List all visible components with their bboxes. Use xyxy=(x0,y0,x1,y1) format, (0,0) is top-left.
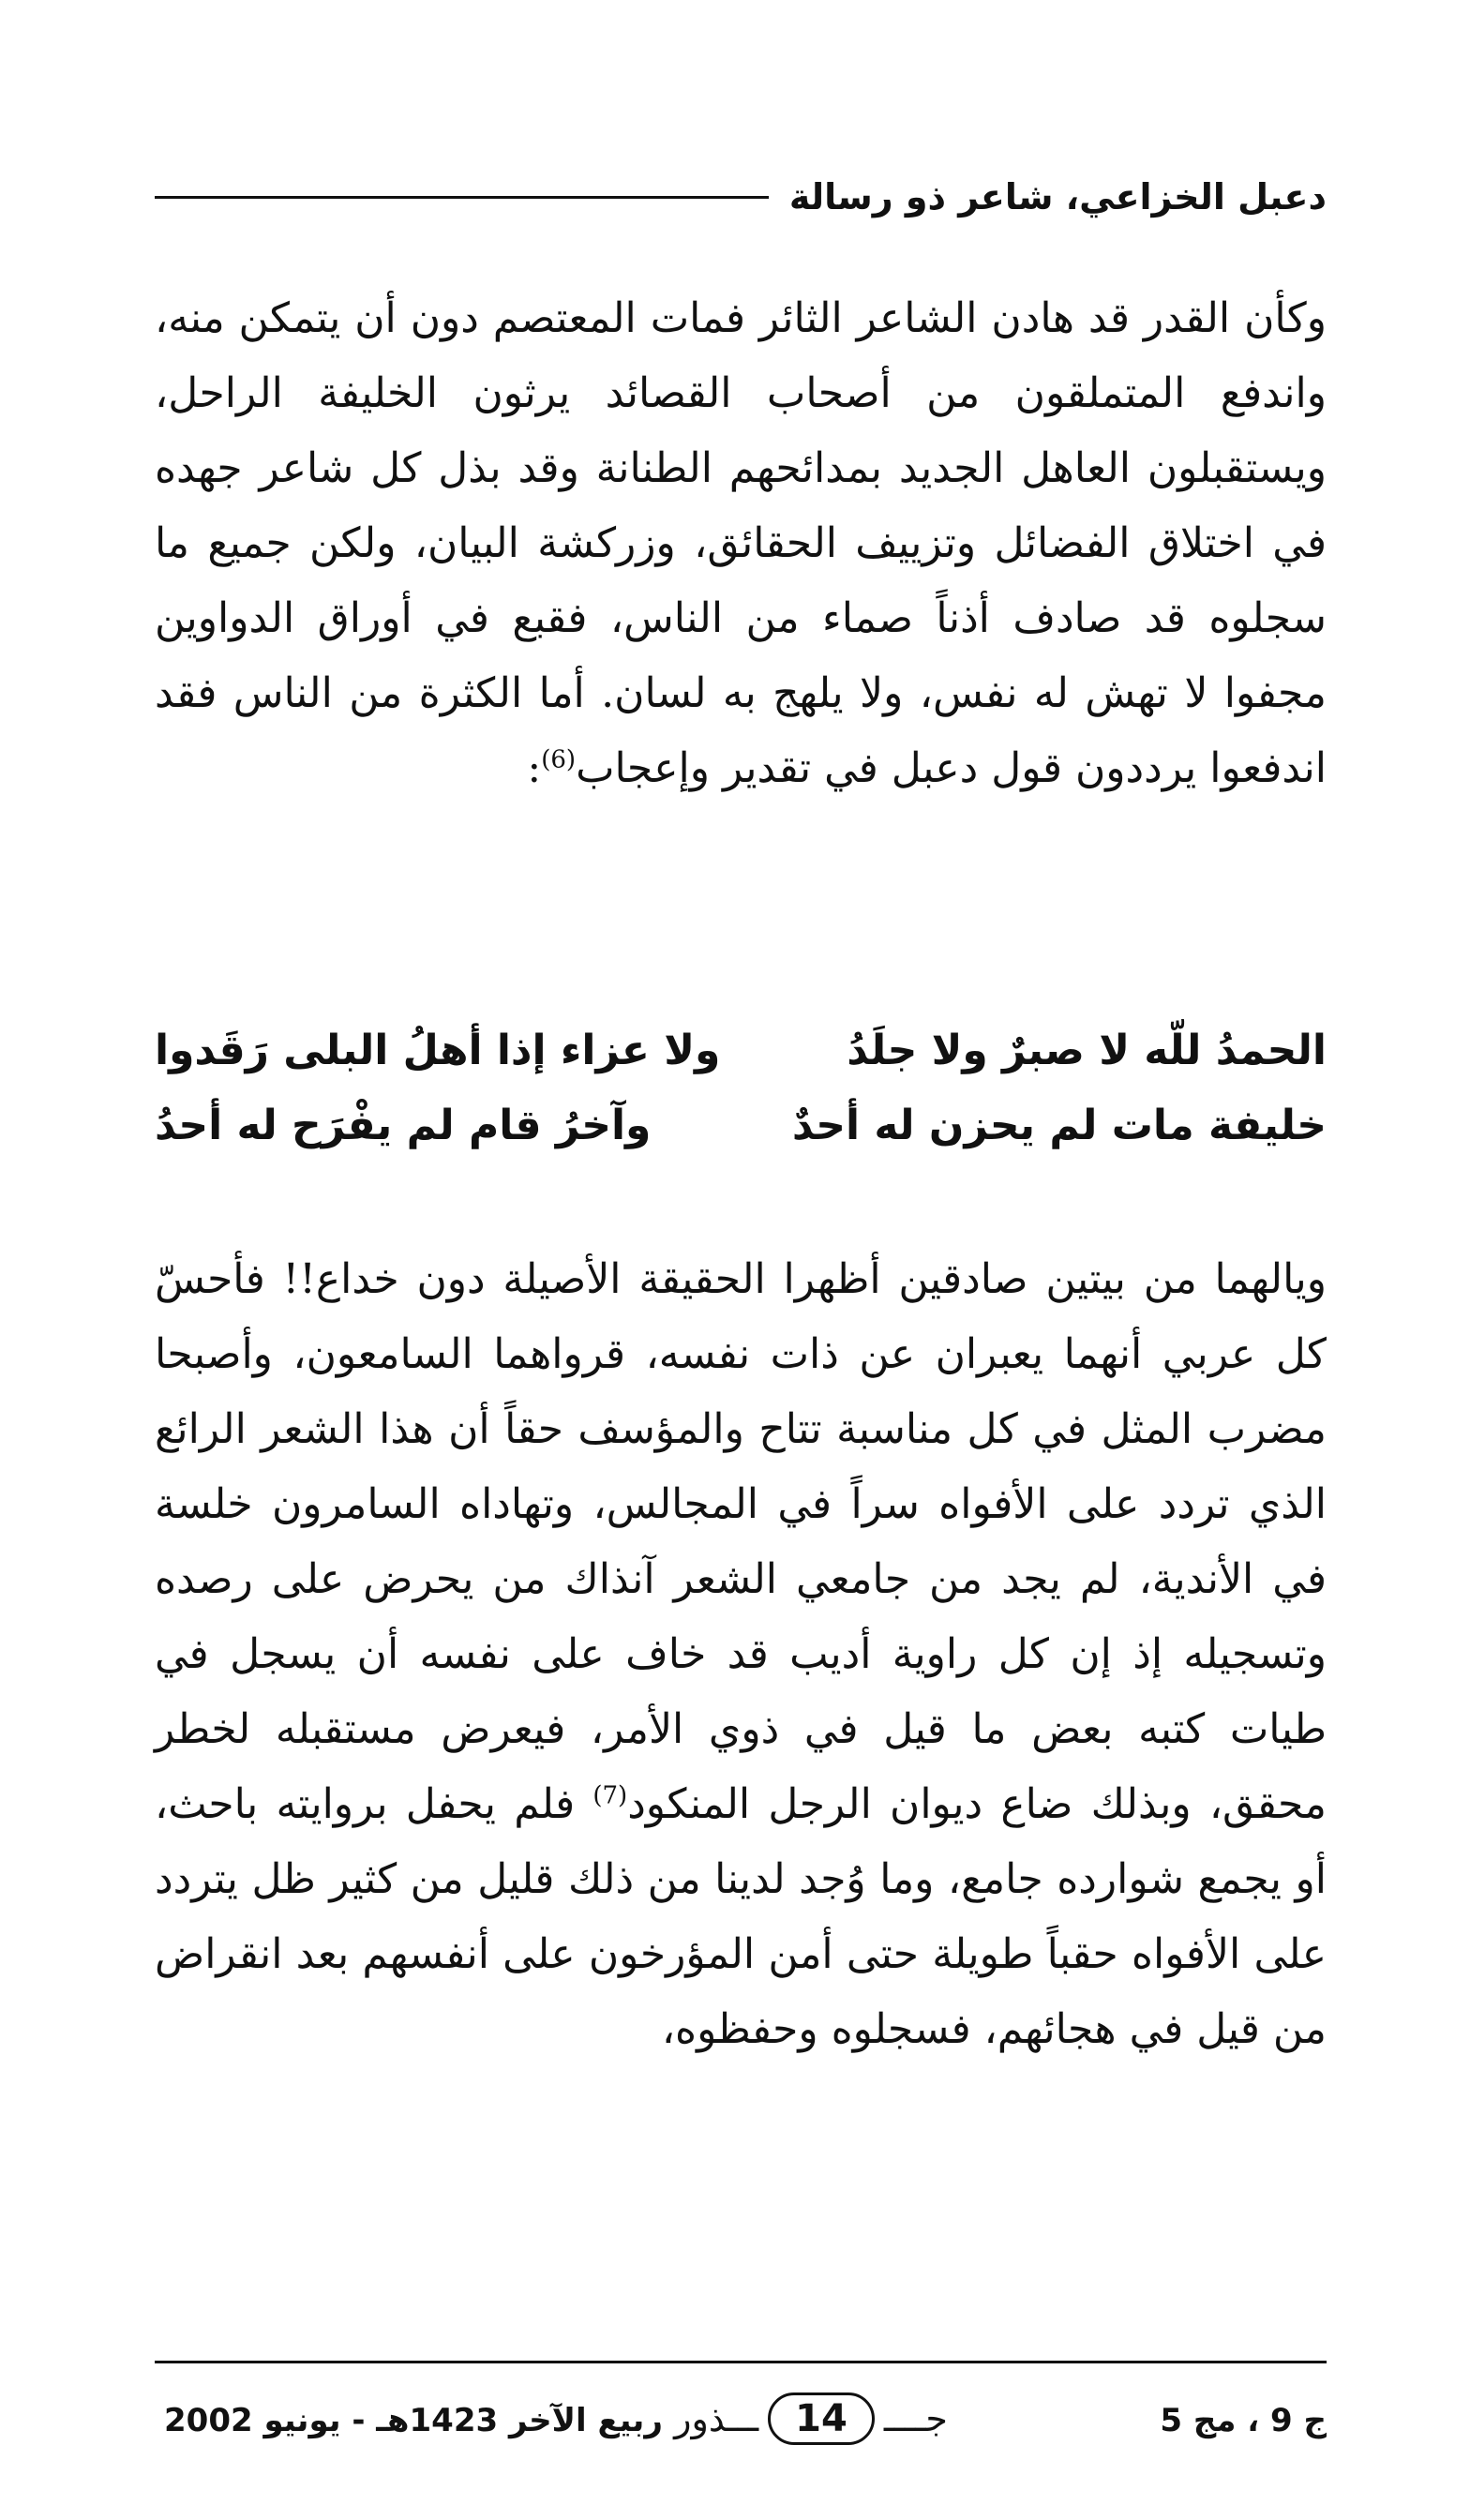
poem xyxy=(155,1012,1327,1162)
verse-2 xyxy=(155,1088,1327,1162)
header-title: دعبل الخزاعي، شاعر ذو رسالة xyxy=(788,176,1327,218)
paragraph-1-end: : xyxy=(527,744,542,792)
journal-name-left: ـــذور xyxy=(674,2398,759,2439)
page-number: 14 xyxy=(768,2392,875,2445)
verse-1-second-hemistich: ولا عزاء إذا أهلُ البلى رَقَدوا xyxy=(155,1026,721,1074)
footer-rule xyxy=(155,2361,1327,2363)
paragraph-2 xyxy=(155,1242,1327,2067)
header-rule xyxy=(155,196,769,199)
verse-1 xyxy=(155,1012,1327,1088)
paragraph-2-text: ويالهما من بيتين صادقين أظهرا الحقيقة الأصيلة دون خداع!! فأحسّ كل عربي أنهما يعبران عن ذات نفسه، قرواهما السامعون، وأصبحا مضرب المثل في كل مناسبة تتاح والمؤسف حقاً أن هذا الشعر الرائع الذي تردد على الأفواه سراً في المجالس، وتهاداه السامرون خلسة في الأندية، لم يجد من جامعي الشعر آنذاك من يحرض على رصده وتسجيله إذ إن كل راوية أديب قد خاف على نفسه أن يسجل في طيات كتبه بعض ما قيل في ذوي الأمر، فيعرض مستقبله لخطر محقق، وبذلك ضاع ديوان الرجل المنكود xyxy=(155,1255,1327,1828)
journal-name-right: جــــ xyxy=(883,2398,948,2439)
verse-2-first-hemistich: خليفة مات لم يحزن له أحدٌ xyxy=(791,1101,1327,1149)
footer-issue: ج 9 ، مج 5 xyxy=(1160,2402,1327,2439)
footnote-ref-6: (6) xyxy=(541,745,577,774)
paragraph-1 xyxy=(155,281,1327,806)
running-header xyxy=(155,169,1327,225)
paragraph-1-text: وكأن القدر قد هادن الشاعر الثائر فمات المعتصم دون أن يتمكن منه، واندفع المتملقون من أصحاب القصائد يرثون الخليفة الراحل، ويستقبلون العاهل الجديد بمدائحهم الطنانة وقد بذل كل شاعر جهده في اختلاق الفضائل وتزييف الحقائق، وزركشة البيان، ولكن جميع ما سجلوه قد صادف أذناً صماء من الناس، فقبع في أوراق الدواوين مجفوا لا تهش له نفس، ولا يلهج به لسان. أما الكثرة من الناس فقد اندفعوا يرددون قول دعبل في تقدير وإعجاب xyxy=(155,294,1327,792)
footer-date: ربيع الآخر 1423هـ - يونيو 2002 xyxy=(164,2402,663,2439)
footer-journal xyxy=(661,2381,961,2456)
verse-1-first-hemistich: الحمدُ للّه لا صبرٌ ولا جلَدُ xyxy=(847,1026,1327,1074)
page-footer xyxy=(155,2381,1327,2456)
verse-2-second-hemistich: وآخرُ قام لم يفْرَح له أحدُ xyxy=(155,1101,652,1149)
footnote-ref-7: (7) xyxy=(592,1781,628,1810)
paragraph-2-continuation: فلم يحفل بروايته باحث، أو يجمع شوارده جامع، وما وُجد لدينا من ذلك قليل من كثير ظل يتردد على الأفواه حقباً طويلة حتى أمن المؤرخون على أنفسهم بعد انقراض من قيل في هجائهم، فسجلوه وحفظوه، xyxy=(155,1780,1327,2053)
